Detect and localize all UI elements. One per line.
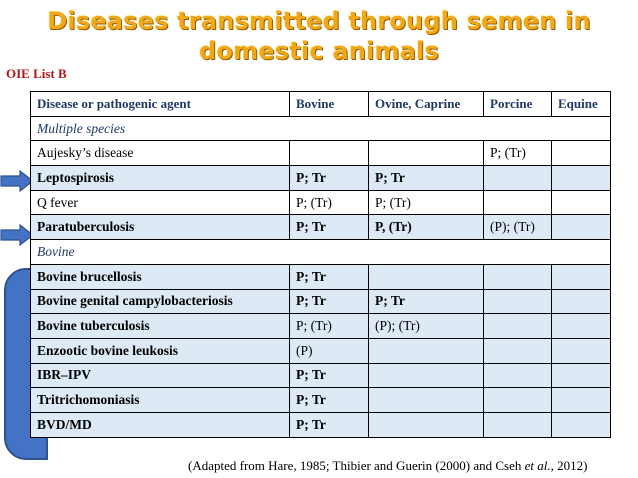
table-cell [484,363,552,388]
disease-name-cell: Aujesky’s disease [31,141,290,166]
table-cell [484,338,552,363]
table-cell [552,166,611,191]
table-row [31,141,611,166]
disease-name-cell: IBR–IPV [31,363,290,388]
table-cell [484,314,552,339]
table-cell [369,412,484,437]
disease-name-cell: Enzootic bovine leukosis [31,338,290,363]
disease-name-cell: Tritrichomoniasis [31,388,290,413]
table-cell: P; Tr [369,166,484,191]
table-cell: P; Tr [290,388,369,413]
section-label: Multiple species [31,116,611,141]
table-row [31,388,611,413]
table-cell [552,388,611,413]
table-row [31,412,611,437]
table-cell [552,289,611,314]
table-cell: P; (Tr) [290,190,369,215]
table-row [31,264,611,289]
table-row [31,166,611,191]
disease-name-cell: Bovine genital campylobacteriosis [31,289,290,314]
table-cell: P; Tr [290,166,369,191]
disease-table [30,91,611,438]
leptospirosis-arrow-icon [0,170,34,192]
table-cell [369,338,484,363]
table-cell [484,412,552,437]
table-cell [369,388,484,413]
citation-text: (Adapted from Hare, 1985; Thibier and Guerin (2000) and Cseh [188,458,525,473]
table-cell: P; (Tr) [369,190,484,215]
table-cell: P; Tr [290,412,369,437]
table-cell [552,264,611,289]
table-cell [552,363,611,388]
header-equine: Equine [552,92,611,117]
table-cell: P; (Tr) [290,314,369,339]
table-cell [484,190,552,215]
table-cell: P; (Tr) [484,141,552,166]
table-cell [552,338,611,363]
table-cell [484,289,552,314]
table-cell [484,264,552,289]
table-row [31,190,611,215]
table-cell [290,141,369,166]
citation-year: 2012) [553,458,588,473]
table-cell [552,215,611,240]
table-cell [369,141,484,166]
table-cell [552,314,611,339]
disease-name-cell: BVD/MD [31,412,290,437]
table-cell [369,363,484,388]
table-cell [484,388,552,413]
disease-name-cell: Bovine brucellosis [31,264,290,289]
table-cell: (P) [290,338,369,363]
table-row [31,215,611,240]
table-cell: P; Tr [369,289,484,314]
header-disease: Disease or pathogenic agent [31,92,290,117]
section-row [31,116,611,141]
header-ovine-caprine: Ovine, Caprine [369,92,484,117]
table-cell [552,141,611,166]
table-row [31,314,611,339]
disease-name-cell: Bovine tuberculosis [31,314,290,339]
header-porcine: Porcine [484,92,552,117]
table-cell: (P); (Tr) [484,215,552,240]
disease-name-cell: Paratuberculosis [31,215,290,240]
header-bovine: Bovine [290,92,369,117]
disease-name-cell: Q fever [31,190,290,215]
table-cell [484,166,552,191]
table-row [31,338,611,363]
table-cell: P; Tr [290,363,369,388]
table-row [31,363,611,388]
paratuberculosis-arrow-icon [0,224,34,246]
table-header-row [31,92,611,117]
section-label: Bovine [31,240,611,265]
table-cell: P, (Tr) [369,215,484,240]
table-cell [552,190,611,215]
section-row [31,240,611,265]
citation-et-al: et al., [524,458,554,473]
table-cell: P; Tr [290,289,369,314]
disease-name-cell: Leptospirosis [31,166,290,191]
source-citation [188,458,587,474]
list-label: OIE List B [6,66,67,81]
page-title: Diseases transmitted through semen in domestic animals [47,7,591,65]
table-cell: P; Tr [290,264,369,289]
table-cell: (P); (Tr) [369,314,484,339]
table-cell [369,264,484,289]
table-cell [552,412,611,437]
table-cell: P; Tr [290,215,369,240]
table-row [31,289,611,314]
